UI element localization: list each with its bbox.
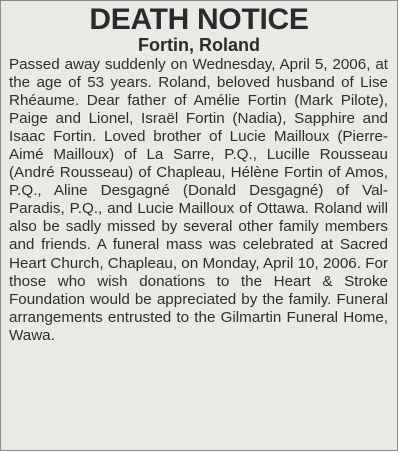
notice-body: Passed away suddenly on Wednesday, April 5, 2006, at the age of 53 years. Roland, beloved husband of Lise Rhéaume. Dear father of Amélie Fortin (Mark Pilote), Paige and Lionel, Israël Fortin (Nadia), Sapphire and Isaac Fortin. Loved brother of Lucie Mailloux (Pierre-Aimé Mailloux) of La Sarre, P.Q., Lucille Rousseau (André Rousseau) of Chapleau, Hélène Fortin of Amos, P.Q., Aline Desgagné (Donald Desgagné) of Val-Paradis, P.Q., and Lucie Mailloux of Ottawa. Roland will also be sadly missed by several other family members and friends. A funeral mass was celebrated at Sacred Heart Church, Chapleau, on Monday, April 10, 2006. For those who wish donations to the Heart & Stroke Foundation would be appreciated by the family. Funeral arrangements entrusted to the Gilmartin Funeral Home, Wawa.: [9, 56, 388, 344]
notice-heading: DEATH NOTICE: [89, 3, 309, 36]
deceased-name: Fortin, Roland: [138, 35, 260, 55]
